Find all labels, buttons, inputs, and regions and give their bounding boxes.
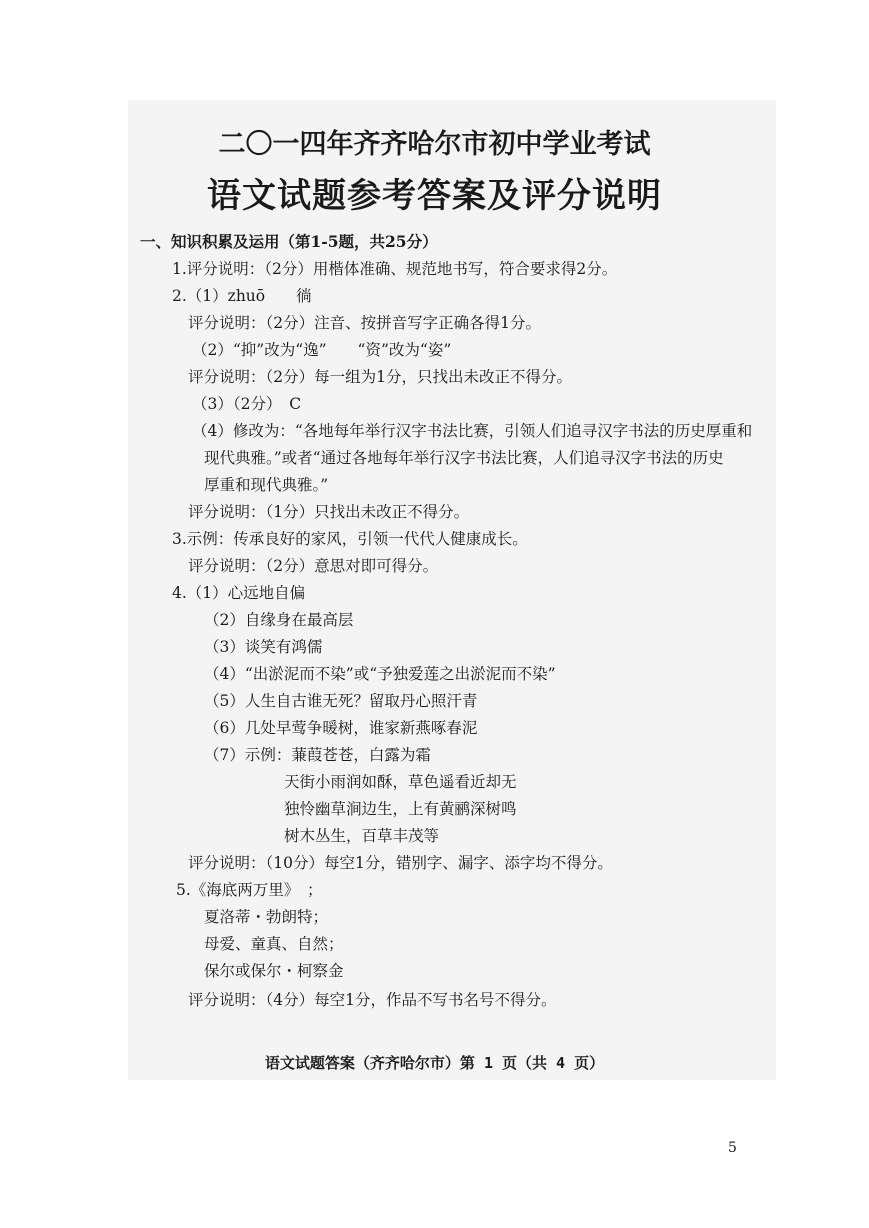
answer-line: 母爱、童真、自然； (204, 935, 344, 953)
answer-line: 夏洛蒂・勃朗特； (204, 908, 329, 926)
answer-line: （5）人生自古谁无死？留取丹心照汗青 (204, 692, 478, 710)
answer-line: 2.（1）zhuō 徜 (172, 287, 312, 305)
answer-line: 现代典雅。”或者“通过各地每年举行汉字书法比赛，人们追寻汉字书法的历史 (204, 449, 724, 467)
answer-line: （7）示例：蒹葭苍苍，白露为霜 (204, 746, 431, 764)
scoring-note: 评分说明：（1分）只找出未改正不得分。 (188, 503, 470, 521)
answer-line: （2）自缘身在最高层 (204, 611, 354, 629)
answer-line: 4.（1）心远地自偏 (172, 584, 306, 602)
document-subtitle: 语文试题参考答案及评分说明 (207, 176, 662, 216)
answer-line: 保尔或保尔・柯察金 (204, 962, 344, 980)
answer-line: 树木丛生，百草丰茂等 (284, 827, 440, 845)
answer-line: （2）“抑”改为“逸” “资”改为“姿” (192, 341, 452, 359)
answer-line: 3.示例：传承良好的家风，引领一代代人健康成长。 (172, 530, 528, 548)
scoring-note: 评分说明：（10分）每空1分，错别字、漏字、添字均不得分。 (188, 854, 613, 872)
answer-line: （4）“出淤泥而不染”或“予独爱莲之出淤泥而不染” (204, 665, 556, 683)
scoring-note: 评分说明：（2分）注音、按拼音写字正确各得1分。 (188, 314, 541, 332)
scoring-note: 评分说明：（4分）每空1分，作品不写书名号不得分。 (188, 991, 557, 1009)
answer-line: （6）几处早莺争暖树，谁家新燕啄春泥 (204, 719, 478, 737)
page-footer: 语文试题答案（齐齐哈尔市）第 1 页（共 4 页） (264, 1054, 605, 1072)
answer-line: （3）谈笑有鸿儒 (204, 638, 323, 656)
answer-line: 1.评分说明：（2分）用楷体准确、规范地书写，符合要求得2分。 (172, 260, 618, 278)
page-number: 5 (728, 1140, 737, 1156)
answer-line: （3）（2分） C (192, 395, 302, 413)
scoring-note: 评分说明：（2分）意思对即可得分。 (188, 557, 439, 575)
answer-line: 5.《海底两万里》 ； (176, 881, 323, 899)
section-heading: 一、知识积累及运用（第1-5题，共25分） (140, 232, 438, 251)
answer-line: 天街小雨润如酥，草色遥看近却无 (284, 773, 517, 791)
answer-line: 厚重和现代典雅。” (204, 476, 329, 494)
scoring-note: 评分说明：（2分）每一组为1分，只找出未改正不得分。 (188, 368, 572, 386)
answer-line: （4）修改为：“各地每年举行汉字书法比赛，引领人们追寻汉字书法的历史厚重和 (192, 422, 753, 440)
answer-line: 独怜幽草涧边生，上有黄鹂深树鸣 (284, 800, 517, 818)
document-title: 二〇一四年齐齐哈尔市初中学业考试 (218, 129, 651, 160)
